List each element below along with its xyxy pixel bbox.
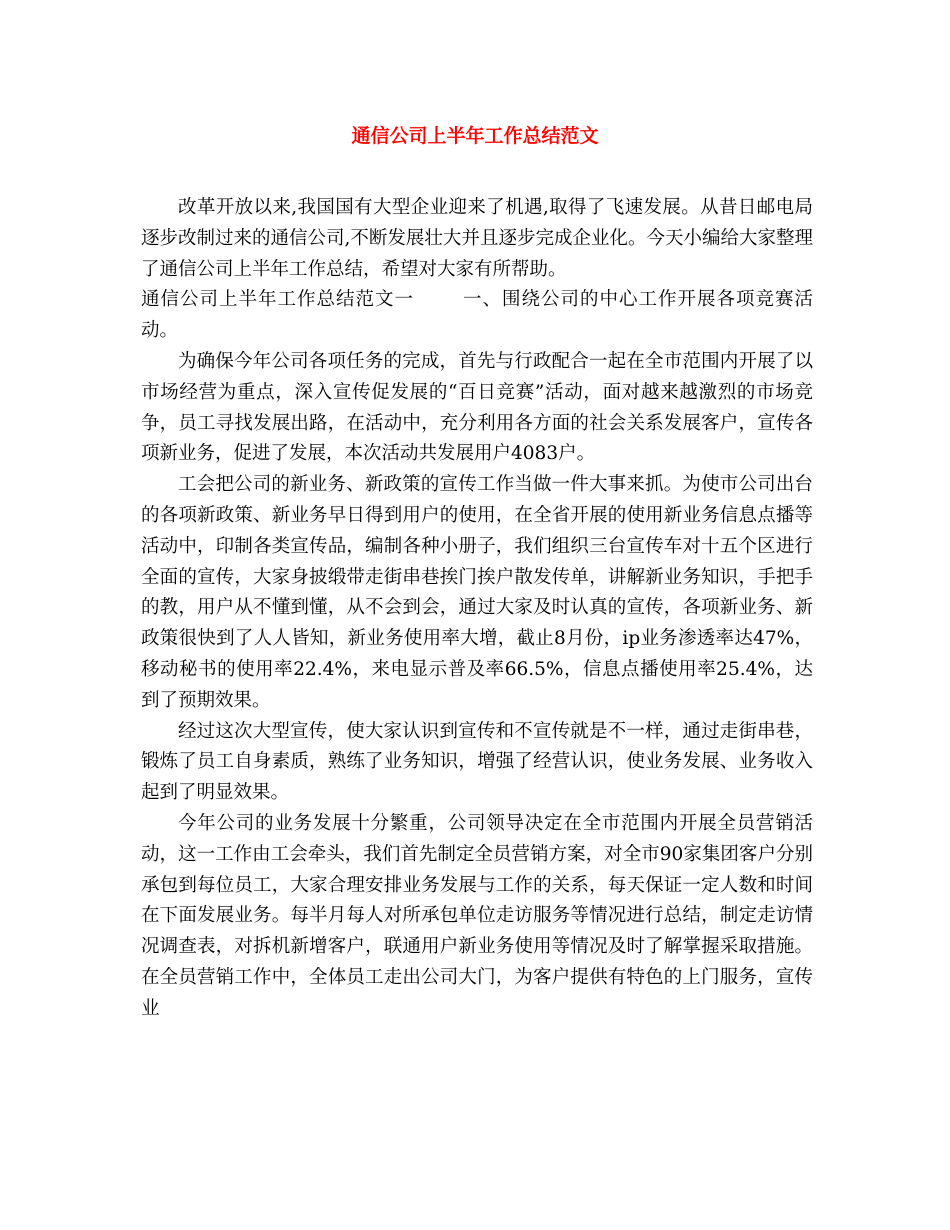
body-paragraph: 工会把公司的新业务、新政策的宣传工作当做一件大事来抓。为使市公司出台的各项新政策、新业务早日得到用户的使用，在全省开展的使用新业务信息点播等活动中，印制各类宣传品，编制各种小册子，我们组织三台宣传车对十五个区进行全面的宣传，大家身披缎带走街串巷挨门挨户散发传单，讲解新业务知识，手把手的教，用户从不懂到懂，从不会到会，通过大家及时认真的宣传，各项新业务、新政策很快到了人人皆知，新业务使用率大增，截止8月份，ip业务渗透率达47%，移动秘书的使用率22.4%，来电显示普及率66.5%，信息点播使用率25.4%，达到了预期效果。 [141,474,813,711]
body-paragraph: 经过这次大型宣传，使大家认识到宣传和不宣传就是不一样，通过走街串巷，锻炼了员工自身素质，熟练了业务知识，增强了经营认识，使业务发展、业务收入起到了明显效果。 [141,720,813,804]
section-label: 通信公司上半年工作总结范文一 [141,289,414,311]
section-heading: 一、围绕公司的中心工作开展各项竞赛活动。 [141,289,813,342]
body-paragraph: 今年公司的业务发展十分繁重，公司领导决定在全市范围内开展全员营销活动，这一工作由工会牵头，我们首先制定全员营销方案，对全市90家集团客户分别承包到每位员工，大家合理安排业务发展与工作的关系，每天保证一定人数和时间在下面发展业务。每半月每人对所承包单位走访服务等情况进行总结，制定走访情况调查表，对拆机新增客户，联通用户新业务使用等情况及时了解掌握采取措施。在全员营销工作中，全体员工走出公司大门，为客户提供有特色的上门服务，宣传业 [141,812,813,1019]
intro-paragraph: 改革开放以来,我国国有大型企业迎来了机遇,取得了飞速发展。从昔日邮电局逐步改制过来的通信公司,不断发展壮大并且逐步完成企业化。今天小编给大家整理了通信公司上半年工作总结，希望对大家有所帮助。 [141,197,813,280]
body-paragraph: 为确保今年公司各项任务的完成，首先与行政配合一起在全市范围内开展了以市场经营为重点，深入宣传促发展的“百日竞赛”活动，面对越来越激烈的市场竞争，员工寻找发展出路，在活动中，充分利用各方面的社会关系发展客户，宣传各项新业务，促进了发展，本次活动共发展用户4083户。 [141,350,813,465]
document-title: 通信公司上半年工作总结范文 [351,125,599,147]
document-body [141,193,813,1025]
section-heading-line [141,285,813,347]
